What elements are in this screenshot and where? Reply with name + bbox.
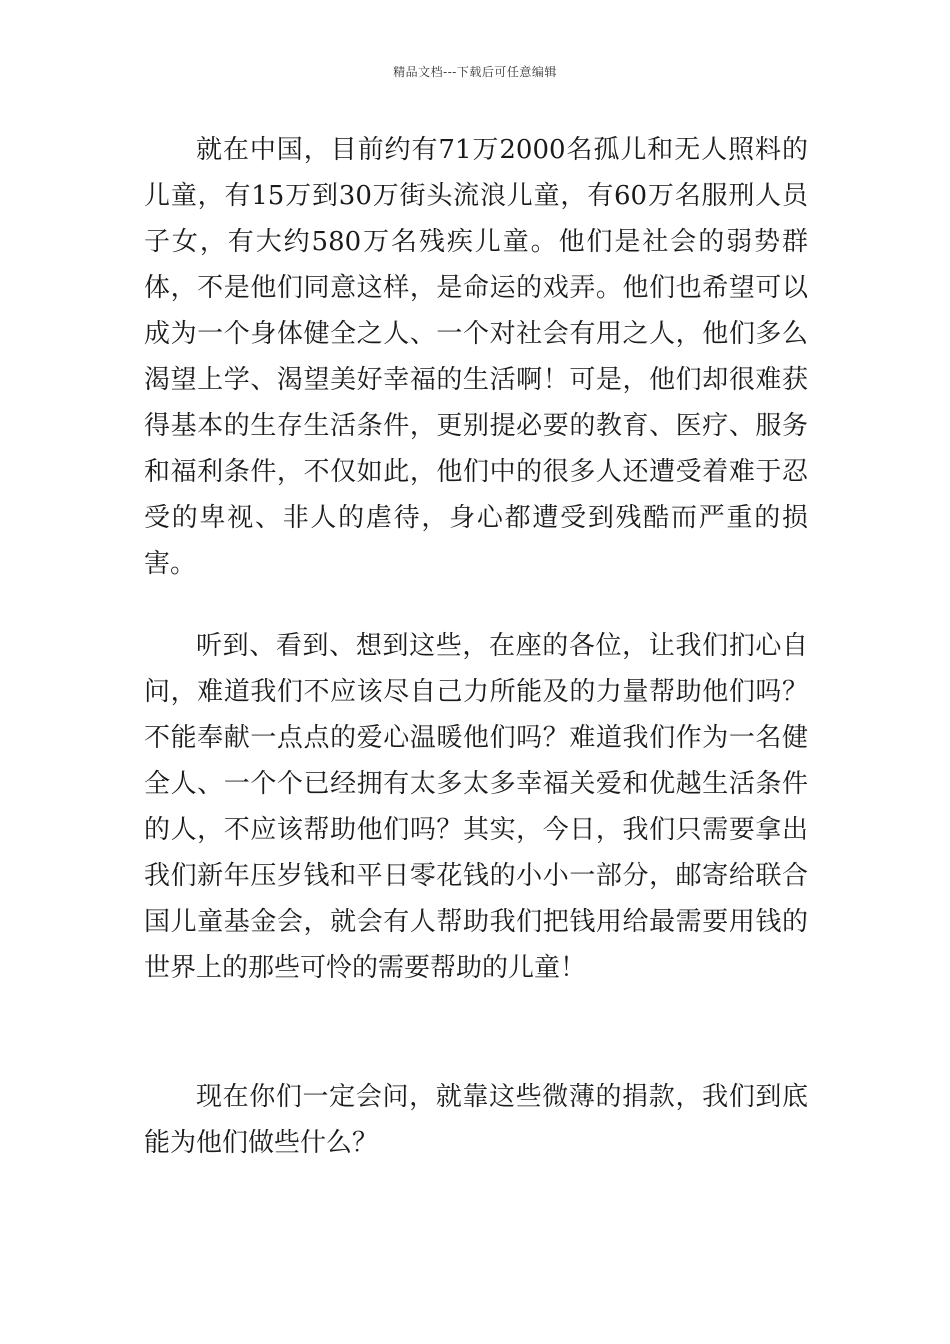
paragraph: 听到、看到、想到这些，在座的各位，让我们扪心自问，难道我们不应该尽自己力所能及的力量帮助他们吗？不能奉献一点点的爱心温暖他们吗？难道我们作为一名健全人、一个个已经拥有太多太多幸福关爱和优越生活条件的人，不应该帮助他们吗？其实，今日，我们只需要拿出我们新年压岁钱和平日零花钱的小小一部分，邮寄给联合国儿童基金会，就会有人帮助我们把钱用给最需要用钱的世界上的那些可怜的需要帮助的儿童！ (144, 631, 808, 983)
page-header: 精品文档---下载后可任意编辑 (393, 65, 557, 79)
paragraph: 就在中国，目前约有71万2000名孤儿和无人照料的儿童，有15万到30万街头流浪儿童，有60万名服刑人员子女，有大约580万名残疾儿童。他们是社会的弱势群体，不是他们同意这样，是命运的戏弄。他们也希望可以成为一个身体健全之人、一个对社会有用之人，他们多么渴望上学、渴望美好幸福的生活啊！可是，他们却很难获得基本的生存生活条件，更别提必要的教育、医疗、服务和福利条件，不仅如此，他们中的很多人还遭受着难于忍受的卑视、非人的虐待，身心都遭受到残酷而严重的损害。 (144, 135, 808, 579)
paragraph: 现在你们一定会问，就靠这些微薄的捐款，我们到底能为他们做些什么？ (144, 1082, 808, 1158)
